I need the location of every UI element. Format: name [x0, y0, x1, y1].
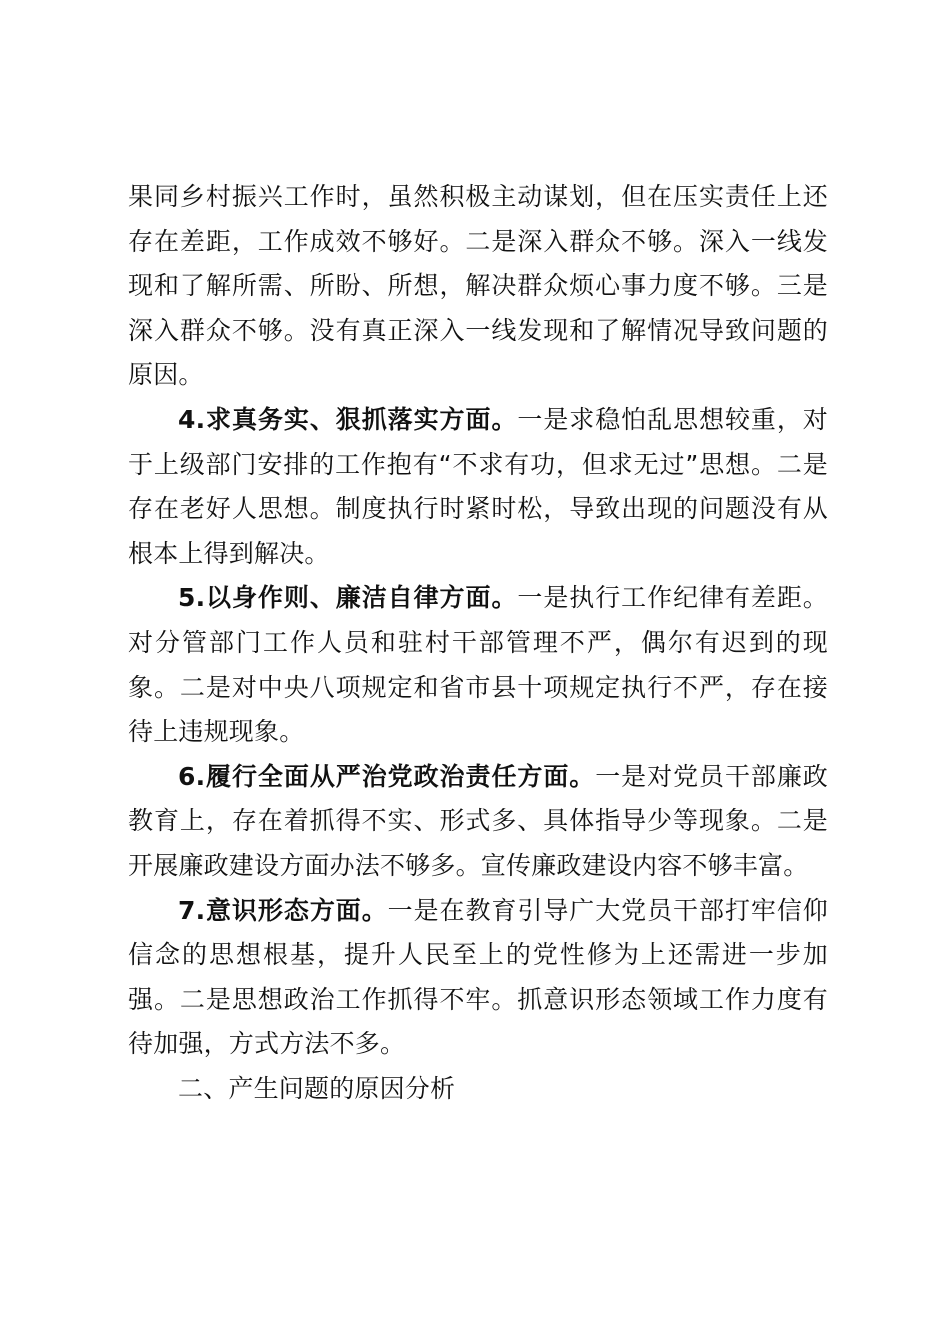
paragraph-heading: 7.意识形态方面。	[178, 895, 388, 925]
paragraph-item-7	[128, 889, 828, 1067]
paragraph-continuation	[128, 175, 828, 398]
paragraph-heading: 4.求真务实、狠抓落实方面。	[178, 404, 518, 434]
paragraph-text: 一是求稳怕乱思想较重，对于上级部门安排的工作抱有“不求有功，但求无过”思想。二是存在老好人思想。制度执行时紧时松，导致出现的问题没有从根本上得到解决。	[128, 404, 828, 568]
paragraph-item-6	[128, 755, 828, 889]
paragraph-item-4	[128, 398, 828, 576]
paragraph-text: 一是执行工作纪律有差距。对分管部门工作人员和驻村干部管理不严，偶尔有迟到的现象。二是对中央八项规定和省市县十项规定执行不严，存在接待上违规现象。	[128, 583, 828, 747]
paragraph-text: 一是对党员干部廉政教育上，存在着抓得不实、形式多、具体指导少等现象。二是开展廉政建设方面办法不够多。宣传廉政建设内容不够丰富。	[128, 761, 828, 880]
paragraph-heading: 6.履行全面从严治党政治责任方面。	[178, 761, 596, 791]
paragraph-text: 果同乡村振兴工作时，虽然积极主动谋划，但在压实责任上还存在差距，工作成效不够好。二是深入群众不够。深入一线发现和了解所需、所盼、所想，解决群众烦心事力度不够。三是深入群众不够。没有真正深入一线发现和了解情况导致问题的原因。	[128, 182, 828, 390]
document-body	[128, 175, 828, 1111]
paragraph-heading: 5.以身作则、廉洁自律方面。	[178, 583, 518, 613]
paragraph-item-5	[128, 576, 828, 754]
section-heading	[128, 1067, 828, 1112]
section-heading-text: 二、产生问题的原因分析	[178, 1073, 456, 1103]
paragraph-text: 一是在教育引导广大党员干部打牢信仰信念的思想根基，提升人民至上的党性修为上还需进一步加强。二是思想政治工作抓得不牢。抓意识形态领域工作力度有待加强，方式方法不多。	[128, 895, 828, 1059]
